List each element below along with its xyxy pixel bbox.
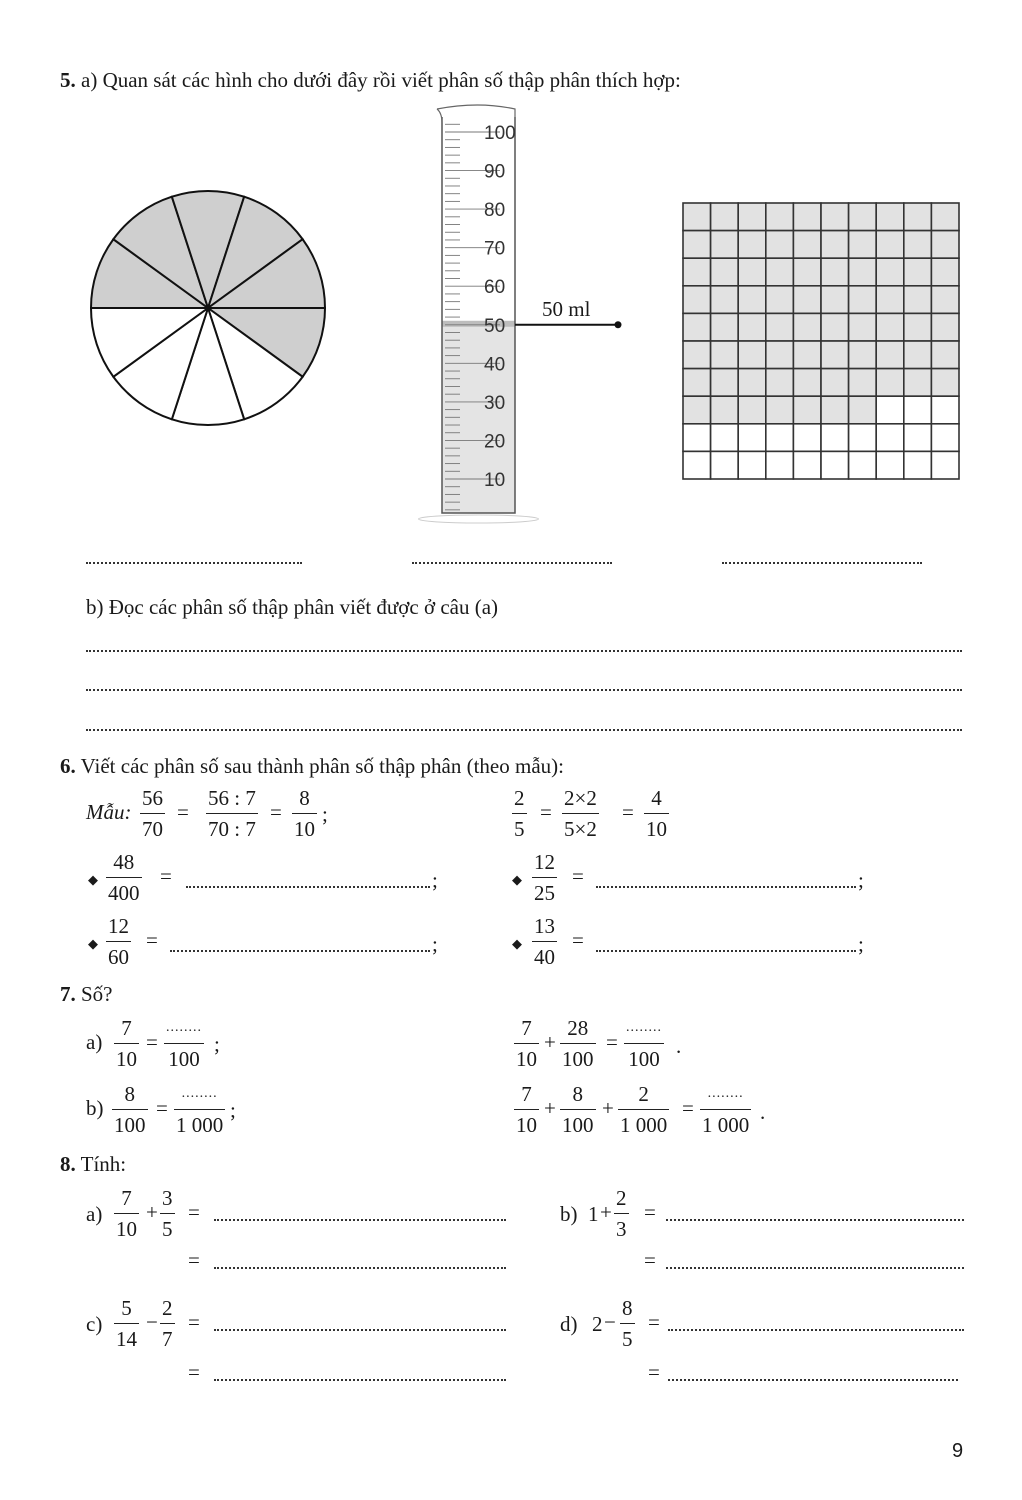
semicolon: ;	[322, 802, 328, 826]
grid-cell	[904, 313, 932, 341]
grid-cell	[711, 341, 739, 369]
grid-cell	[738, 341, 766, 369]
grid-cell	[766, 286, 794, 314]
q6-answer-blank[interactable]	[596, 950, 856, 952]
q7b2-fraction-1: 7 10	[516, 1082, 537, 1137]
q7a2-fraction-1: 7 10	[516, 1016, 537, 1071]
q8-number: 8.	[60, 1152, 76, 1176]
grid-cell	[849, 203, 877, 231]
grid-cell	[876, 424, 904, 452]
q8d-answer-line-2[interactable]	[668, 1379, 958, 1381]
semicolon: ;	[432, 868, 438, 892]
grid-cell	[821, 286, 849, 314]
grid-cell	[711, 369, 739, 397]
grid-cell	[821, 396, 849, 424]
q5-number: 5.	[60, 68, 76, 92]
cylinder-tick-label: 50	[484, 315, 506, 337]
grid-cell	[793, 369, 821, 397]
grid-cell	[849, 424, 877, 452]
cylinder-lip	[437, 105, 515, 123]
grid-cell	[793, 424, 821, 452]
q8-prompt: Tính:	[80, 1152, 127, 1176]
q7-heading	[60, 982, 113, 1007]
q8a-answer-line-2[interactable]	[214, 1267, 506, 1269]
grid-cell	[849, 313, 877, 341]
grid-cell	[876, 231, 904, 259]
equals-sign: =	[648, 1310, 660, 1334]
grid-cell	[766, 258, 794, 286]
q7b-label: b)	[86, 1096, 104, 1120]
equals-sign: =	[572, 864, 584, 888]
q5a-answer-blank-2[interactable]	[412, 562, 612, 564]
grid-cell	[876, 258, 904, 286]
grid-cell	[683, 396, 711, 424]
grid-cell	[738, 313, 766, 341]
equals-sign: =	[188, 1360, 200, 1384]
q6-prompt: Viết các phân số sau thành phân số thập phân (theo mẫu):	[80, 754, 564, 778]
example2-fraction-3: 4 10	[646, 786, 667, 841]
grid-cell	[711, 286, 739, 314]
grid-cell	[876, 451, 904, 479]
grid-cell	[931, 313, 959, 341]
grid-cell	[683, 369, 711, 397]
grid-cell	[793, 341, 821, 369]
equals-sign: =	[156, 1096, 168, 1120]
grid-cell	[931, 286, 959, 314]
cylinder-figure	[410, 95, 640, 525]
q7-number: 7.	[60, 982, 76, 1006]
grid-cell	[904, 231, 932, 259]
equals-sign: =	[177, 800, 189, 824]
minus-sign: −	[146, 1310, 158, 1334]
grid-cell	[683, 258, 711, 286]
cylinder-tick-label: 90	[484, 161, 506, 183]
q5b-answer-line-1[interactable]	[86, 650, 962, 652]
page-number: 9	[952, 1440, 964, 1462]
q7b1-fraction: 8 100	[114, 1082, 146, 1137]
semicolon: ;	[858, 868, 864, 892]
cylinder-tick-label: 70	[484, 238, 506, 260]
q6-item-fraction: 12 25	[534, 850, 555, 905]
grid-cell	[821, 369, 849, 397]
plus-sign: +	[544, 1030, 556, 1054]
grid-cell	[683, 203, 711, 231]
q7b2-fraction-3: 2 1 000	[620, 1082, 668, 1137]
grid-cell	[793, 313, 821, 341]
grid-cell	[876, 286, 904, 314]
pie-figure	[88, 188, 328, 428]
q8a-fraction-1: 7 10	[116, 1186, 137, 1241]
grid-cell	[766, 369, 794, 397]
diamond-bullet-icon: ◆	[512, 936, 522, 951]
equals-sign: =	[146, 1030, 158, 1054]
callout-dot	[615, 321, 622, 328]
q7b2-fraction-2: 8 100	[562, 1082, 594, 1137]
grid-cell	[876, 313, 904, 341]
grid-cell	[793, 231, 821, 259]
semicolon: ;	[230, 1098, 236, 1122]
grid-cell	[711, 231, 739, 259]
equals-sign: =	[572, 928, 584, 952]
grid-cell	[793, 203, 821, 231]
grid-cell	[711, 313, 739, 341]
grid-cell	[793, 396, 821, 424]
example1-fraction-3: 8 10	[294, 786, 315, 841]
grid-cell	[766, 451, 794, 479]
diamond-bullet-icon: ◆	[512, 872, 522, 887]
diamond-bullet-icon: ◆	[88, 872, 98, 887]
grid-cell	[931, 396, 959, 424]
equals-sign: =	[146, 928, 158, 952]
q8d-answer-line-1[interactable]	[668, 1329, 964, 1331]
grid-cell	[821, 451, 849, 479]
grid-cell	[766, 203, 794, 231]
q8a-label: a)	[86, 1202, 103, 1226]
grid-cell	[766, 313, 794, 341]
q7a2-fraction-2: 28 100	[562, 1016, 594, 1071]
grid-cell	[683, 451, 711, 479]
grid-cell	[904, 369, 932, 397]
q8c-label: c)	[86, 1312, 103, 1336]
grid-cell	[683, 341, 711, 369]
grid-cell	[931, 258, 959, 286]
minus-sign: −	[604, 1310, 616, 1334]
grid-cell	[738, 231, 766, 259]
q8d-whole: 2	[592, 1312, 603, 1336]
cylinder-tick-label: 40	[484, 354, 506, 376]
q8c-fraction-1: 5 14	[116, 1296, 137, 1351]
plus-sign: +	[146, 1200, 158, 1224]
q5-heading	[60, 68, 681, 93]
grid-cell	[738, 424, 766, 452]
grid-cell	[931, 451, 959, 479]
equals-sign: =	[648, 1360, 660, 1384]
cylinder-callout-label: 50 ml	[542, 297, 591, 321]
grid-cell	[904, 203, 932, 231]
grid-cell	[931, 203, 959, 231]
grid-cell	[904, 424, 932, 452]
grid-cell	[876, 369, 904, 397]
q7a1-answer-fraction[interactable]: ........ 100	[166, 1020, 202, 1071]
q7b1-answer-fraction[interactable]: ........ 1 000	[176, 1086, 224, 1137]
grid-cell	[683, 286, 711, 314]
q8b-whole: 1	[588, 1202, 599, 1226]
q8c-answer-line-2[interactable]	[214, 1379, 506, 1381]
pie-center	[205, 305, 211, 311]
grid-cell	[849, 341, 877, 369]
q8b-answer-line-1[interactable]	[666, 1219, 964, 1221]
q6-answer-blank[interactable]	[170, 950, 430, 952]
q6-heading	[60, 754, 564, 779]
grid-cell	[738, 203, 766, 231]
cylinder-tick-label: 20	[484, 431, 506, 453]
grid-cell	[711, 258, 739, 286]
grid-cell	[821, 341, 849, 369]
example2-fraction-1: 2 5	[514, 786, 525, 841]
q5b-answer-line-2[interactable]	[86, 689, 962, 691]
q5a-answer-blank-1[interactable]	[86, 562, 302, 564]
q6-item-fraction: 48 400	[108, 850, 140, 905]
example1-fraction-1: 56 70	[142, 786, 163, 841]
q6-item-fraction: 13 40	[534, 914, 555, 969]
grid-cell	[876, 341, 904, 369]
grid-cell	[849, 451, 877, 479]
grid-cell	[849, 258, 877, 286]
grid-figure	[682, 202, 960, 480]
grid-cell	[711, 396, 739, 424]
q5-prompt-b: b) Đọc các phân số thập phân viết được ở câu (a)	[86, 595, 499, 619]
equals-sign: =	[188, 1310, 200, 1334]
diamond-bullet-icon: ◆	[88, 936, 98, 951]
q6-answer-blank[interactable]	[596, 886, 856, 888]
grid-cell	[849, 369, 877, 397]
grid-cell	[738, 286, 766, 314]
grid-cell	[931, 231, 959, 259]
q8c-answer-line-1[interactable]	[214, 1329, 506, 1331]
grid-cell	[904, 286, 932, 314]
q7a-label: a)	[86, 1030, 103, 1054]
grid-cell	[849, 396, 877, 424]
equals-sign: =	[160, 864, 172, 888]
q8-heading	[60, 1152, 126, 1177]
grid-cell	[904, 341, 932, 369]
semicolon: ;	[214, 1032, 220, 1056]
plus-sign: +	[544, 1096, 556, 1120]
grid-cell	[904, 451, 932, 479]
grid-cell	[766, 231, 794, 259]
grid-cell	[821, 231, 849, 259]
grid-cell	[931, 341, 959, 369]
grid-cell	[683, 313, 711, 341]
q8b-answer-line-2[interactable]	[666, 1267, 964, 1269]
cylinder-tick-label: 60	[484, 277, 506, 299]
grid-cell	[876, 203, 904, 231]
grid-cell	[766, 424, 794, 452]
grid-cell	[711, 203, 739, 231]
q6-answer-blank[interactable]	[186, 886, 430, 888]
grid-cell	[821, 203, 849, 231]
example-label: Mẫu:	[86, 800, 132, 824]
q8b-label: b)	[560, 1202, 578, 1226]
q7-prompt: Số?	[81, 982, 113, 1006]
grid-cell	[793, 286, 821, 314]
grid-cell	[931, 424, 959, 452]
example2-fraction-2: 2×2 5×2	[564, 786, 597, 841]
q6-number: 6.	[60, 754, 76, 778]
q7a1-fraction: 7 10	[116, 1016, 137, 1071]
cylinder-tick-label: 100	[484, 123, 516, 144]
grid-cell	[738, 451, 766, 479]
q8a-answer-line-1[interactable]	[214, 1219, 506, 1221]
grid-cell	[766, 396, 794, 424]
grid-cell	[738, 258, 766, 286]
q5b-answer-line-3[interactable]	[86, 729, 962, 731]
equals-sign: =	[188, 1200, 200, 1224]
grid-cell	[738, 396, 766, 424]
grid-cell	[904, 258, 932, 286]
equals-sign: =	[606, 1030, 618, 1054]
grid-cell	[849, 231, 877, 259]
grid-cell	[793, 451, 821, 479]
equals-sign: =	[682, 1096, 694, 1120]
semicolon: ;	[858, 932, 864, 956]
period: .	[676, 1034, 682, 1058]
period: .	[760, 1100, 766, 1124]
q8a-fraction-2: 3 5	[162, 1186, 173, 1241]
grid-cell	[711, 451, 739, 479]
equals-sign: =	[644, 1200, 656, 1224]
cylinder-tick-label: 80	[484, 200, 506, 222]
grid-cell	[849, 286, 877, 314]
plus-sign: +	[602, 1096, 614, 1120]
equals-sign: =	[540, 800, 552, 824]
grid-cell	[711, 424, 739, 452]
grid-cell	[683, 231, 711, 259]
grid-cell	[738, 369, 766, 397]
equals-sign: =	[644, 1248, 656, 1272]
q8c-fraction-2: 2 7	[162, 1296, 173, 1351]
equals-sign: =	[622, 800, 634, 824]
equals-sign: =	[270, 800, 282, 824]
q5a-answer-blank-3[interactable]	[722, 562, 922, 564]
cylinder-tick-label: 10	[484, 470, 506, 491]
q8d-label: d)	[560, 1312, 578, 1336]
q5-prompt-a: a) Quan sát các hình cho dưới đây rồi viết phân số thập phân thích hợp:	[81, 68, 681, 92]
q8d-fraction: 8 5	[622, 1296, 633, 1351]
plus-sign: +	[600, 1200, 612, 1224]
grid-cell	[904, 396, 932, 424]
grid-cell	[821, 258, 849, 286]
cylinder-tick-label: 30	[484, 392, 506, 414]
q6-item-fraction: 12 60	[108, 914, 129, 969]
equals-sign: =	[188, 1248, 200, 1272]
cylinder-base	[419, 515, 539, 523]
example1-fraction-2: 56 : 7 70 : 7	[208, 786, 256, 841]
grid-cell	[683, 424, 711, 452]
q7a2-answer-fraction[interactable]: ........ 100	[626, 1020, 662, 1071]
grid-cell	[766, 341, 794, 369]
q8b-fraction: 2 3	[616, 1186, 627, 1241]
grid-cell	[931, 369, 959, 397]
semicolon: ;	[432, 932, 438, 956]
grid-cell	[876, 396, 904, 424]
grid-cell	[821, 424, 849, 452]
grid-cell	[821, 313, 849, 341]
q7b2-answer-fraction[interactable]: ........ 1 000	[702, 1086, 750, 1137]
grid-cell	[793, 258, 821, 286]
